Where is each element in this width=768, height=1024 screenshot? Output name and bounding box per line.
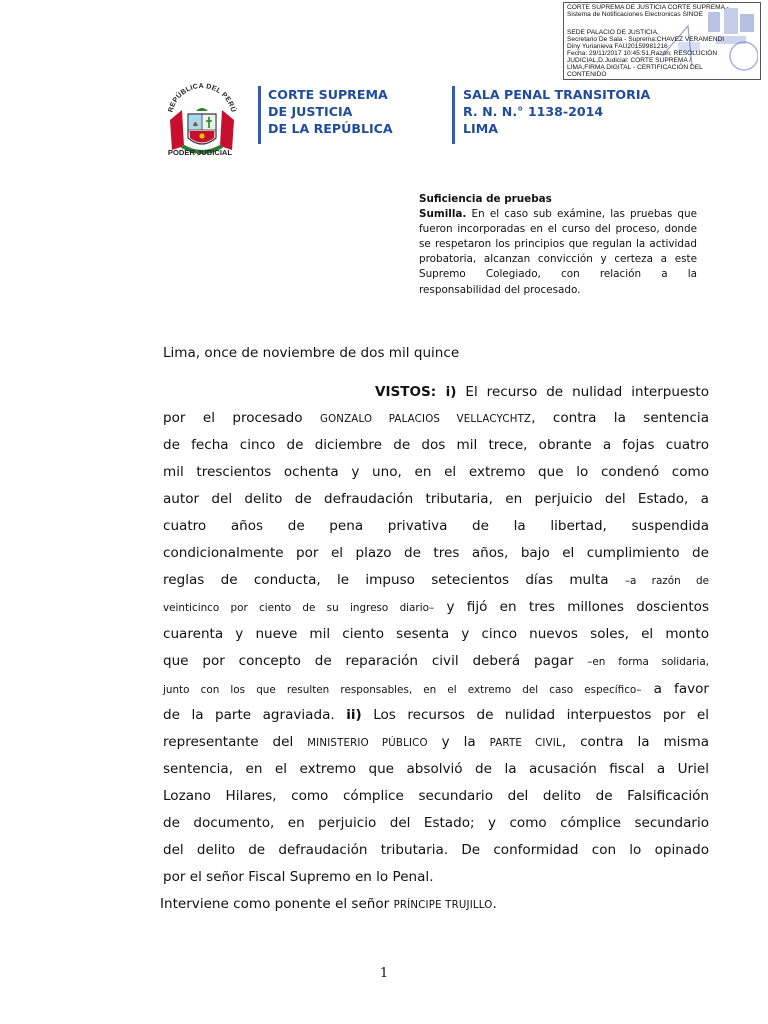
body-text-14b: y la [427,734,490,750]
date-line: Lima, once de noviembre de dos mil quince [163,345,460,361]
body-text-9b: y fijó en tres millones doscientos [434,599,709,615]
parte-civil: PARTE CIVIL [489,738,562,749]
body-line-3: de fecha cinco de diciembre de dos mil trece, obrante a fojas cuatro [163,437,709,453]
body-text-14a: representante del [163,734,308,750]
body-line-6: cuatro años de pena privativa de la libertad, suspendida [163,518,709,534]
body-aside-12: junto con los que resulten responsables, en el extremo del caso específico– [163,684,642,696]
body-aside-8: –a razón de [624,575,709,587]
sumilla-title: Suficiencia de pruebas [419,193,552,205]
sumilla-text: En el caso sub exámine, las pruebas que fueron incorporadas en el curso del proceso, donde se respetaron los principios que regulan la actividad probatoria, alcanzan convicción y certeza a este Supremo Colegiado, con relación a la responsabilidad del procesado. [419,208,697,296]
stamp-line-2: Sistema de Notificaciones Electronicas SINOE [567,11,703,18]
body-text-12b: a favor [641,681,709,697]
digital-signature-stamp [563,2,761,80]
ministerio-publico: MINISTERIO PÚBLICO [307,738,428,749]
header-left-bar [258,86,261,144]
stamp-line-6: Diny Yurianieva FAU20159981216 [567,43,668,50]
header-right-bar [452,86,455,144]
body-text-20b: . [492,896,497,912]
body-line-20 [160,896,706,918]
court-name-line-2: DE JUSTICIA [268,104,353,119]
body-line-5: autor del delito de defraudación tributaria, en perjuicio del Estado, a [163,491,709,507]
case-number: R. N. N.° 1138-2014 [463,104,604,119]
case-info-block [463,86,650,137]
body-text-8a: reglas de conducta, le impuso setecientos días multa [163,572,625,588]
body-line-2 [163,410,709,432]
body-line-8 [163,572,709,594]
crest-caption: PODER JUDICIAL [167,148,233,157]
body-aside-9: veinticinco por ciento de su ingreso diario– [163,602,435,614]
crest-arc-text: REPÚBLICA DEL PERÚ [167,82,237,114]
sumilla-paragraph [419,207,697,298]
page-number: 1 [379,966,389,981]
sumilla-label: Sumilla. [419,208,467,221]
body-text-13b: Los recursos de nulidad interpuestos por el [361,707,709,723]
body-line-16: Lozano Hilares, como cómplice secundario del delito de Falsificación [163,788,709,804]
body-line-9 [163,599,709,621]
body-line-10: cuarenta y nueve mil ciento sesenta y cinco nuevos soles, el monto [163,626,709,642]
body-line-4: mil trescientos ochenta y uno, en el extremo que lo condenó como [163,464,709,480]
ponente-name: PRÍNCIPE TRUJILLO [393,900,493,911]
body-line-11 [163,653,709,675]
defendant-name: GONZALO PALACIOS VELLACYCHTZ [319,414,532,425]
stamp-line-7: Fecha: 29/11/2017 10:45:51,Razón: RESOLUCIÓN [567,50,718,57]
stamp-line-9: LIMA,FIRMA DIGITAL - CERTIFICACIÓN DEL [567,64,703,71]
body-text-2a: por el procesado [163,410,320,426]
body-line-18: del delito de defraudación tributaria. De conformidad con lo opinado [163,842,709,858]
stamp-line-8: JUDICIAL,D.Judicial: CORTE SUPREMA / [567,57,692,64]
body-line-1 [375,384,709,400]
body-line-15: sentencia, en el extremo que absolvió de la acusación fiscal a Uriel [163,761,709,777]
sumilla-box [419,192,697,298]
stamp-line-1: CORTE SUPREMA DE JUSTICIA CORTE SUPREMA - [567,4,729,11]
stamp-line-10: CONTENIDO [567,71,607,78]
court-name-line-1: CORTE SUPREMA [268,87,388,102]
stamp-line-5: Secretario De Sala - Suprema:CHAVEZ VERAMENDI [567,36,725,43]
body-text-1: El recurso de nulidad interpuesto [456,384,709,400]
body-line-14 [163,734,709,756]
body-text-13a: de la parte agraviada. [163,707,347,723]
item-ii-label: ii) [346,707,362,723]
body-line-17: de documento, en perjuicio del Estado; y como cómplice secundario [163,815,709,831]
body-line-7: condicionalmente por el plazo de tres años, bajo el cumplimiento de [163,545,709,561]
body-line-19: por el señor Fiscal Supremo en lo Penal. [163,869,434,885]
body-text-14c: , contra la misma [561,734,710,750]
court-name-block [268,86,393,137]
body-text-2b: , contra la sentencia [531,410,709,426]
vistos-label: VISTOS: i) [375,384,457,400]
body-text-20a: Interviene como ponente el señor [160,896,394,912]
body-aside-11: –en forma solidaria, [587,656,709,668]
sala-name: SALA PENAL TRANSITORIA [463,87,651,102]
court-name-line-3: DE LA REPÚBLICA [268,121,393,136]
stamp-line-4: SEDE PALACIO DE JUSTICIA, [567,29,659,36]
body-line-13 [163,707,709,729]
body-text-11a: que por concepto de reparación civil deberá pagar [163,653,588,669]
case-city: LIMA [463,121,498,136]
body-line-12 [163,681,709,703]
